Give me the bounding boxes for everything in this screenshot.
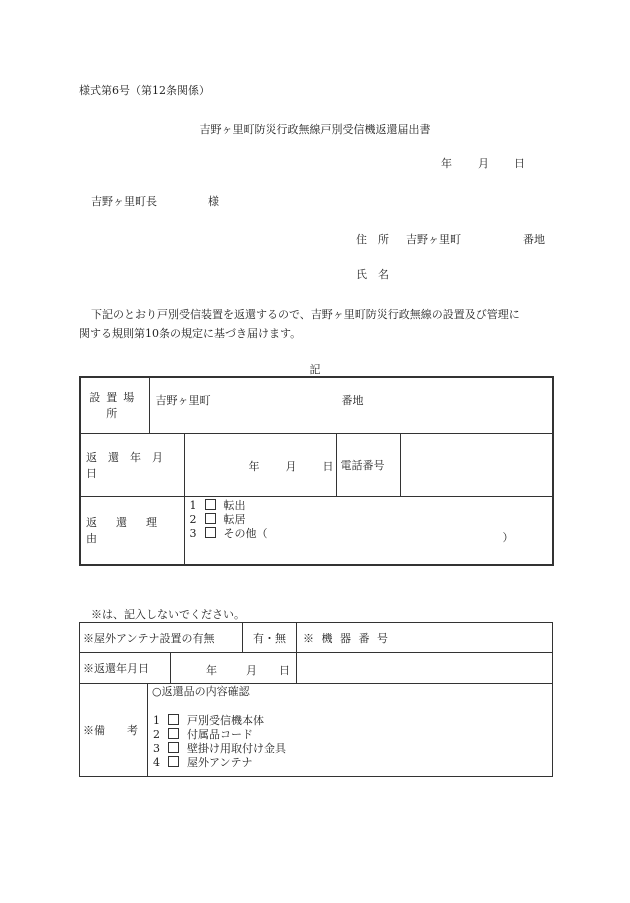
- date-month: 月: [478, 157, 489, 170]
- addressee: 吉野ヶ里町長: [91, 195, 157, 208]
- reason-options: [184, 496, 553, 565]
- office-use-note: ※は、記入しないでください。: [91, 608, 245, 621]
- address-town: 吉野ヶ里町: [406, 233, 461, 246]
- checkbox-icon[interactable]: [205, 513, 216, 524]
- name-label: 氏 名: [356, 268, 389, 281]
- device-no-label: ※ 機 器 番 号: [303, 631, 390, 645]
- office-blank-cell: [297, 653, 553, 684]
- checkbox-icon[interactable]: [168, 714, 179, 725]
- phone-label-cell: [336, 433, 400, 496]
- checkbox-icon[interactable]: [168, 756, 179, 767]
- checkbox-icon[interactable]: [205, 499, 216, 510]
- confirm-heading: ○返還品の内容確認: [152, 685, 250, 698]
- reason-option-1[interactable]: 1 転出: [189, 498, 246, 512]
- return-date-label-cell: [80, 433, 184, 496]
- antenna-value: 有・無: [253, 631, 286, 645]
- return-month: 月: [285, 459, 297, 473]
- body-text-line1: 下記のとおり戸別受信装置を返還するので、吉野ヶ里町防災行政無線の設置及び管理に: [91, 308, 520, 321]
- office-return-date-field[interactable]: [171, 653, 297, 684]
- remarks-label: ※備 考: [83, 724, 138, 737]
- office-return-date-label: ※返還年月日: [83, 662, 149, 675]
- reason-label-cell: [80, 496, 184, 565]
- confirm-item-1[interactable]: 1 戸別受信機本体: [153, 714, 264, 727]
- body-text-line2: 関する規則第10条の規定に基づき届けます。: [79, 327, 302, 340]
- phone-label: 電話番号: [340, 458, 385, 472]
- office-use-table: [79, 622, 553, 777]
- office-day: 日: [279, 664, 290, 677]
- reason-close-paren: ）: [502, 530, 514, 544]
- return-day: 日: [322, 459, 334, 473]
- antenna-label-cell: [80, 623, 243, 653]
- return-date-field[interactable]: [184, 433, 336, 496]
- checkbox-icon[interactable]: [205, 527, 216, 538]
- date-day: 日: [514, 157, 525, 170]
- confirm-item-4[interactable]: 4 屋外アンテナ: [153, 756, 253, 769]
- antenna-value-cell: [243, 623, 297, 653]
- remarks-label-cell: [80, 684, 148, 777]
- reason-option-2[interactable]: 2 転居: [189, 512, 246, 526]
- reason-label: 返還理由: [86, 516, 176, 546]
- location-label-cell: [80, 377, 149, 433]
- date-year: 年: [441, 157, 452, 170]
- return-year: 年: [248, 459, 260, 473]
- form-number: 様式第6号（第12条関係）: [79, 84, 210, 97]
- confirm-item-3[interactable]: 3 壁掛け用取付け金具: [153, 742, 286, 755]
- page-title: 吉野ヶ里町防災行政無線戸別受信機返還届出書: [199, 123, 431, 136]
- office-year: 年: [206, 664, 217, 677]
- location-field[interactable]: [149, 377, 553, 433]
- office-month: 月: [246, 664, 257, 677]
- ki-heading: 記: [309, 363, 321, 376]
- address-label: 住 所: [356, 233, 389, 246]
- confirm-item-2[interactable]: 2 付属品コード: [153, 728, 253, 741]
- honorific: 様: [208, 195, 219, 208]
- location-label: 設置場所: [89, 391, 141, 421]
- checkbox-icon[interactable]: [168, 728, 179, 739]
- address-banchi: 番地: [523, 233, 545, 246]
- location-town: 吉野ヶ里町: [155, 394, 211, 407]
- checkbox-icon[interactable]: [168, 742, 179, 753]
- reason-option-3[interactable]: 3 その他（: [189, 526, 268, 540]
- office-return-date-label-cell: [80, 653, 171, 684]
- antenna-label: ※屋外アンテナ設置の有無: [83, 631, 215, 645]
- main-form-table: [79, 376, 554, 566]
- phone-field[interactable]: [400, 433, 553, 496]
- return-date-label: 返還年月日: [86, 450, 174, 480]
- remarks-content: [148, 684, 553, 777]
- location-banchi: 番地: [341, 394, 364, 407]
- device-no-label-cell: [297, 623, 553, 653]
